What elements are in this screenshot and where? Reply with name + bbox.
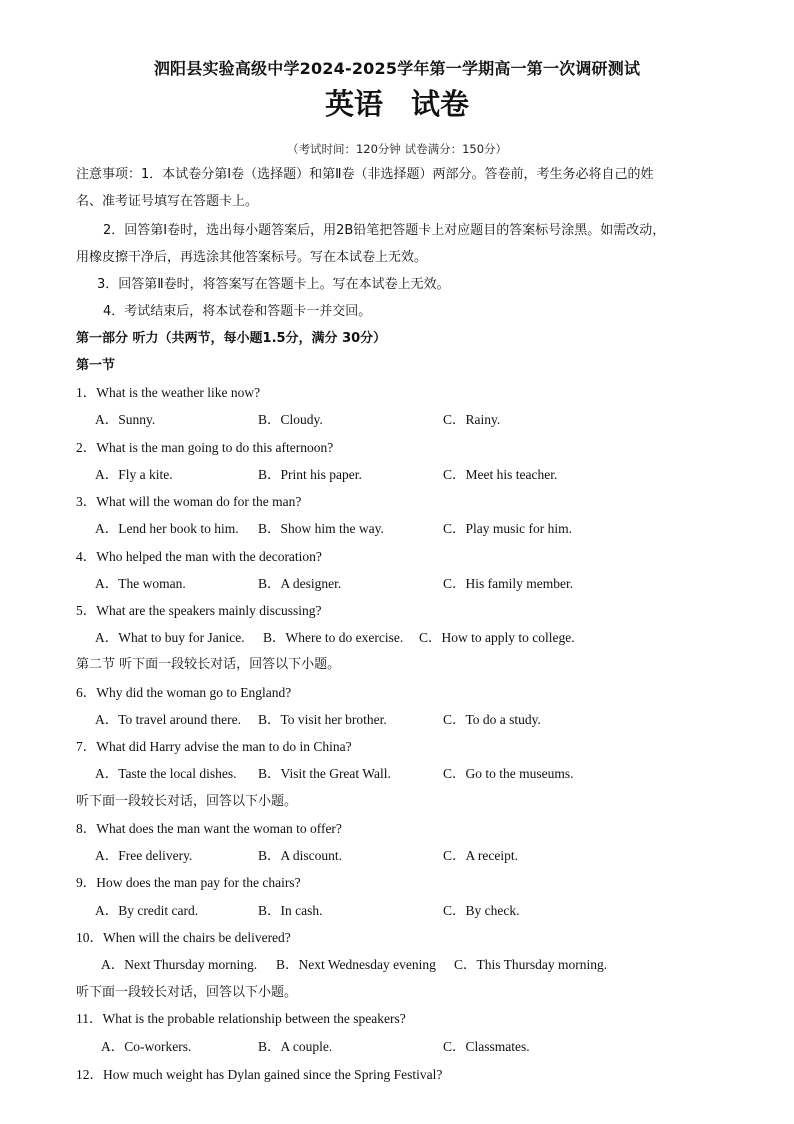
notes-line-5: 3．回答第Ⅱ卷时，将答案写在答题卡上。写在本试卷上无效。 bbox=[97, 277, 450, 292]
option-a: A．The woman. bbox=[95, 576, 186, 591]
question-5: 5．What are the speakers mainly discussing? bbox=[76, 603, 322, 618]
options-row-5 bbox=[0, 629, 794, 647]
option-a: A．Taste the local dishes. bbox=[95, 766, 237, 781]
section2-heading: 第二节 听下面一段较长对话，回答以下小题。 bbox=[76, 657, 341, 672]
options-row-7 bbox=[0, 765, 794, 783]
question-12: 12．How much weight has Dylan gained since the Spring Festival? bbox=[76, 1067, 443, 1082]
option-c: C．By check. bbox=[443, 903, 520, 918]
option-b: B．A couple. bbox=[258, 1039, 333, 1054]
options-row-1 bbox=[0, 411, 794, 429]
part1-heading: 第一部分 听力（共两节，每小题1.5分，满分 30分） bbox=[76, 331, 387, 346]
option-b: B．A designer. bbox=[258, 576, 342, 591]
notes-line-1: 注意事项：1．本试卷分第Ⅰ卷（选择题）和第Ⅱ卷（非选择题）两部分。答卷前，考生务必将自己的姓 bbox=[76, 167, 654, 182]
option-a: A．Co-workers. bbox=[101, 1039, 192, 1054]
option-a: A．Lend her book to him. bbox=[95, 521, 239, 536]
option-a: A．Fly a kite. bbox=[95, 467, 173, 482]
question-6: 6．Why did the woman go to England? bbox=[76, 685, 292, 700]
option-c: C．A receipt. bbox=[443, 848, 518, 863]
notes-line-3: 2．回答第Ⅰ卷时，选出每小题答案后，用2B铅笔把答题卡上对应题目的答案标号涂黑。如需改动， bbox=[103, 223, 666, 238]
option-b: B．Where to do exercise. bbox=[263, 630, 404, 645]
option-a: A．By credit card. bbox=[95, 903, 199, 918]
school-exam-title: 泗阳县实验高级中学2024-2025学年第一学期高一第一次调研测试 bbox=[153, 59, 641, 78]
option-b: B．Show him the way. bbox=[258, 521, 384, 536]
notes-line-4: 用橡皮擦干净后，再选涂其他答案标号。写在本试卷上无效。 bbox=[76, 250, 428, 265]
option-c: C．This Thursday morning. bbox=[454, 957, 608, 972]
options-row-11 bbox=[0, 1038, 794, 1056]
option-c: C．How to apply to college. bbox=[419, 630, 575, 645]
question-10: 10．When will the chairs be delivered? bbox=[76, 930, 291, 945]
option-b: B．Next Wednesday evening bbox=[276, 957, 436, 972]
option-a: A．Next Thursday morning. bbox=[101, 957, 258, 972]
option-a: A．Free delivery. bbox=[95, 848, 193, 863]
options-row-2 bbox=[0, 466, 794, 484]
question-11: 11．What is the probable relationship between the speakers? bbox=[76, 1011, 406, 1026]
question-4: 4．Who helped the man with the decoration? bbox=[76, 549, 322, 564]
option-c: C．Classmates. bbox=[443, 1039, 530, 1054]
question-9: 9．How does the man pay for the chairs? bbox=[76, 875, 301, 890]
option-c: C．Rainy. bbox=[443, 412, 501, 427]
options-row-9 bbox=[0, 902, 794, 920]
option-c: C．Go to the museums. bbox=[443, 766, 574, 781]
exam-time-info: （考试时间：120分钟 试卷满分：150分） bbox=[286, 142, 508, 156]
options-row-4 bbox=[0, 575, 794, 593]
option-b: B．Visit the Great Wall. bbox=[258, 766, 391, 781]
option-c: C．Meet his teacher. bbox=[443, 467, 558, 482]
option-b: B．Print his paper. bbox=[258, 467, 362, 482]
option-c: C．Play music for him. bbox=[443, 521, 572, 536]
option-b: B．In cash. bbox=[258, 903, 323, 918]
option-b: B．Cloudy. bbox=[258, 412, 323, 427]
options-row-6 bbox=[0, 711, 794, 729]
notes-line-6: 4．考试结束后，将本试卷和答题卡一并交回。 bbox=[103, 304, 372, 319]
option-a: A．Sunny. bbox=[95, 412, 156, 427]
options-row-3 bbox=[0, 520, 794, 538]
option-a: A．To travel around there. bbox=[95, 712, 242, 727]
option-b: B．To visit her brother. bbox=[258, 712, 387, 727]
option-a: A．What to buy for Janice. bbox=[95, 630, 245, 645]
options-row-8 bbox=[0, 847, 794, 865]
option-c: C．His family member. bbox=[443, 576, 574, 591]
question-2: 2．What is the man going to do this afternoon? bbox=[76, 440, 334, 455]
question-8: 8．What does the man want the woman to offer? bbox=[76, 821, 342, 836]
option-b: B．A discount. bbox=[258, 848, 343, 863]
question-7: 7．What did Harry advise the man to do in China? bbox=[76, 739, 352, 754]
options-row-10 bbox=[0, 956, 794, 974]
subject-title: 英语 试卷 bbox=[324, 87, 470, 121]
dialogue-instruction: 听下面一段较长对话，回答以下小题。 bbox=[76, 794, 298, 809]
question-3: 3．What will the woman do for the man? bbox=[76, 494, 302, 509]
notes-line-2: 名、准考证号填写在答题卡上。 bbox=[76, 194, 259, 209]
dialogue-instruction: 听下面一段较长对话，回答以下小题。 bbox=[76, 985, 298, 1000]
section1-heading: 第一节 bbox=[76, 358, 116, 373]
option-c: C．To do a study. bbox=[443, 712, 541, 727]
question-1: 1．What is the weather like now? bbox=[76, 385, 261, 400]
